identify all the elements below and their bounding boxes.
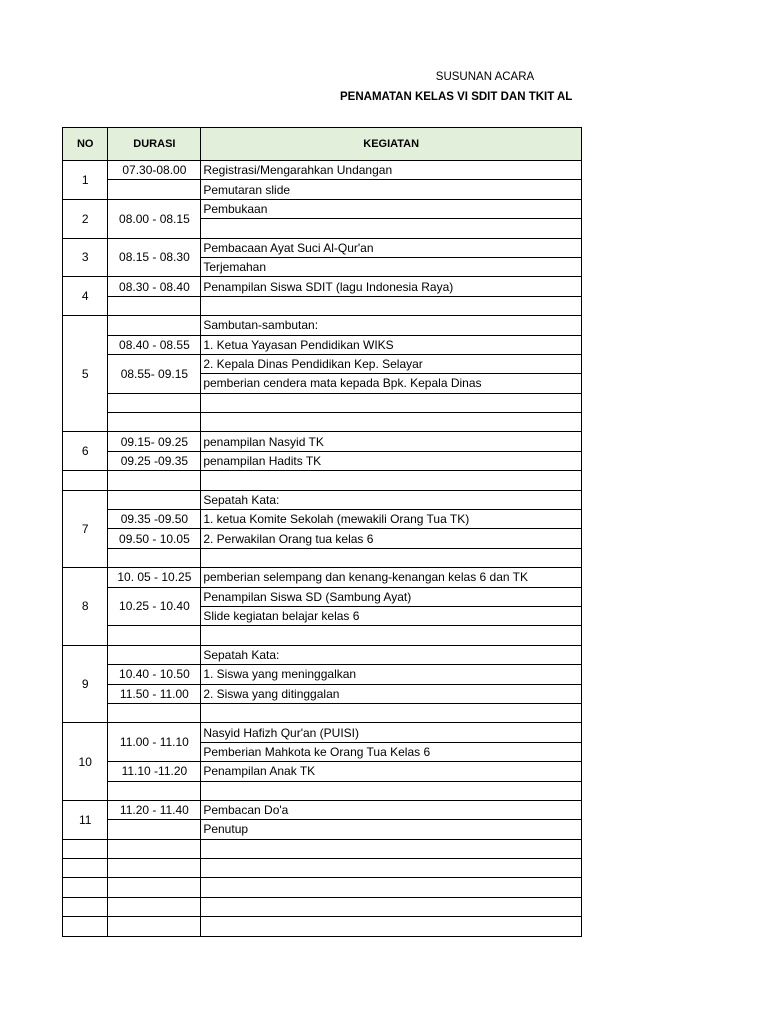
cell-no: 1 bbox=[63, 161, 108, 200]
cell-kegiatan bbox=[201, 548, 582, 567]
cell-durasi bbox=[108, 703, 201, 722]
cell-durasi bbox=[108, 471, 201, 490]
cell-durasi: 11.50 - 11.00 bbox=[108, 684, 201, 703]
table-row bbox=[63, 277, 582, 296]
schedule-table bbox=[62, 127, 582, 937]
table-row bbox=[63, 800, 582, 819]
cell-kegiatan bbox=[201, 393, 582, 412]
cell-no bbox=[63, 917, 108, 936]
cell-durasi bbox=[108, 413, 201, 432]
cell-no: 8 bbox=[63, 568, 108, 646]
cell-no: 11 bbox=[63, 800, 108, 839]
cell-durasi: 10.25 - 10.40 bbox=[108, 587, 201, 626]
cell-durasi bbox=[108, 296, 201, 315]
table-row bbox=[63, 199, 582, 218]
cell-durasi: 08.00 - 08.15 bbox=[108, 199, 201, 238]
table-row bbox=[63, 529, 582, 548]
cell-no: 2 bbox=[63, 199, 108, 238]
cell-durasi bbox=[108, 859, 201, 878]
cell-durasi: 09.25 -09.35 bbox=[108, 451, 201, 470]
table-row bbox=[63, 393, 582, 412]
cell-durasi bbox=[108, 316, 201, 335]
table-row bbox=[63, 451, 582, 470]
cell-no bbox=[63, 839, 108, 858]
cell-durasi: 11.00 - 11.10 bbox=[108, 723, 201, 762]
header-kegiatan: KEGIATAN bbox=[201, 128, 582, 161]
cell-kegiatan bbox=[201, 859, 582, 878]
cell-kegiatan: Sepatah Kata: bbox=[201, 645, 582, 664]
cell-kegiatan: Slide kegiatan belajar kelas 6 bbox=[201, 606, 582, 625]
table-body bbox=[63, 161, 582, 937]
cell-durasi: 08.30 - 08.40 bbox=[108, 277, 201, 296]
cell-kegiatan: 2. Siswa yang ditinggalan bbox=[201, 684, 582, 703]
cell-durasi bbox=[108, 897, 201, 916]
cell-kegiatan: pemberian cendera mata kepada Bpk. Kepala Dinas bbox=[201, 374, 582, 393]
table-row bbox=[63, 548, 582, 567]
cell-durasi: 10. 05 - 10.25 bbox=[108, 568, 201, 587]
table-row bbox=[63, 723, 582, 742]
cell-kegiatan: Registrasi/Mengarahkan Undangan bbox=[201, 161, 582, 180]
cell-kegiatan: Pembukaan bbox=[201, 199, 582, 218]
cell-durasi bbox=[108, 393, 201, 412]
cell-kegiatan bbox=[201, 413, 582, 432]
cell-kegiatan bbox=[201, 296, 582, 315]
cell-durasi bbox=[108, 645, 201, 664]
table-row bbox=[63, 820, 582, 839]
cell-kegiatan bbox=[201, 471, 582, 490]
document-title: SUSUNAN ACARA bbox=[435, 71, 535, 83]
table-row bbox=[63, 568, 582, 587]
table-row bbox=[63, 180, 582, 199]
cell-kegiatan: 1. Siswa yang meninggalkan bbox=[201, 665, 582, 684]
cell-kegiatan bbox=[201, 703, 582, 722]
table-row bbox=[63, 839, 582, 858]
cell-kegiatan bbox=[201, 917, 582, 936]
cell-durasi bbox=[108, 490, 201, 509]
cell-durasi bbox=[108, 839, 201, 858]
cell-durasi bbox=[108, 878, 201, 897]
cell-no bbox=[63, 878, 108, 897]
table-row bbox=[63, 859, 582, 878]
cell-kegiatan: Pembacaan Ayat Suci Al-Qur'an bbox=[201, 238, 582, 257]
table-row bbox=[63, 878, 582, 897]
cell-kegiatan: Terjemahan bbox=[201, 257, 582, 276]
cell-kegiatan: 1. ketua Komite Sekolah (mewakili Orang Tua TK) bbox=[201, 510, 582, 529]
cell-kegiatan: 2. Perwakilan Orang tua kelas 6 bbox=[201, 529, 582, 548]
document-subtitle: PENAMATAN KELAS VI SDIT DAN TKIT AL bbox=[340, 91, 573, 103]
cell-durasi bbox=[108, 820, 201, 839]
cell-kegiatan bbox=[201, 626, 582, 645]
table-row bbox=[63, 316, 582, 335]
cell-no: 9 bbox=[63, 645, 108, 723]
table-row bbox=[63, 335, 582, 354]
cell-kegiatan: Pemutaran slide bbox=[201, 180, 582, 199]
cell-kegiatan bbox=[201, 897, 582, 916]
table-row bbox=[63, 665, 582, 684]
table-row bbox=[63, 703, 582, 722]
cell-no: 4 bbox=[63, 277, 108, 316]
cell-no: 7 bbox=[63, 490, 108, 568]
header-durasi: DURASI bbox=[108, 128, 201, 161]
cell-kegiatan: penampilan Nasyid TK bbox=[201, 432, 582, 451]
cell-kegiatan: Penutup bbox=[201, 820, 582, 839]
cell-durasi: 08.15 - 08.30 bbox=[108, 238, 201, 277]
cell-no: 3 bbox=[63, 238, 108, 277]
table-row bbox=[63, 161, 582, 180]
cell-kegiatan: Sambutan-sambutan: bbox=[201, 316, 582, 335]
cell-kegiatan: penampilan Hadits TK bbox=[201, 451, 582, 470]
table-row bbox=[63, 296, 582, 315]
cell-durasi: 09.50 - 10.05 bbox=[108, 529, 201, 548]
table-row bbox=[63, 587, 582, 606]
cell-no bbox=[63, 897, 108, 916]
cell-durasi: 10.40 - 10.50 bbox=[108, 665, 201, 684]
table-row bbox=[63, 354, 582, 373]
cell-no: 6 bbox=[63, 432, 108, 471]
cell-kegiatan: pemberian selempang dan kenang-kenangan kelas 6 dan TK bbox=[201, 568, 582, 587]
cell-no bbox=[63, 859, 108, 878]
cell-durasi: 09.15- 09.25 bbox=[108, 432, 201, 451]
table-row bbox=[63, 645, 582, 664]
table-row bbox=[63, 684, 582, 703]
cell-durasi bbox=[108, 180, 201, 199]
table-row bbox=[63, 238, 582, 257]
table-row bbox=[63, 917, 582, 936]
cell-kegiatan: Penampilan Anak TK bbox=[201, 762, 582, 781]
cell-durasi: 09.35 -09.50 bbox=[108, 510, 201, 529]
cell-no bbox=[63, 471, 108, 490]
cell-kegiatan bbox=[201, 878, 582, 897]
cell-durasi bbox=[108, 917, 201, 936]
cell-durasi bbox=[108, 626, 201, 645]
table-row bbox=[63, 781, 582, 800]
cell-no: 5 bbox=[63, 316, 108, 432]
cell-kegiatan bbox=[201, 839, 582, 858]
cell-durasi: 08.55- 09.15 bbox=[108, 354, 201, 393]
table-row bbox=[63, 471, 582, 490]
table-row bbox=[63, 762, 582, 781]
table-row bbox=[63, 510, 582, 529]
table-header-row bbox=[63, 128, 582, 161]
cell-durasi bbox=[108, 781, 201, 800]
cell-kegiatan: Penampilan Siswa SDIT (lagu Indonesia Raya) bbox=[201, 277, 582, 296]
cell-kegiatan: 2. Kepala Dinas Pendidikan Kep. Selayar bbox=[201, 354, 582, 373]
cell-durasi: 08.40 - 08.55 bbox=[108, 335, 201, 354]
cell-durasi: 11.10 -11.20 bbox=[108, 762, 201, 781]
cell-kegiatan: Pemberian Mahkota ke Orang Tua Kelas 6 bbox=[201, 742, 582, 761]
cell-kegiatan: Nasyid Hafizh Qur'an (PUISI) bbox=[201, 723, 582, 742]
table-row bbox=[63, 897, 582, 916]
cell-no: 10 bbox=[63, 723, 108, 801]
table-row bbox=[63, 626, 582, 645]
table-row bbox=[63, 432, 582, 451]
cell-durasi bbox=[108, 548, 201, 567]
table-row bbox=[63, 413, 582, 432]
cell-kegiatan: 1. Ketua Yayasan Pendidikan WIKS bbox=[201, 335, 582, 354]
cell-kegiatan bbox=[201, 781, 582, 800]
cell-kegiatan: Pembacan Do'a bbox=[201, 800, 582, 819]
cell-durasi: 07.30-08.00 bbox=[108, 161, 201, 180]
table-row bbox=[63, 490, 582, 509]
header-no: NO bbox=[63, 128, 108, 161]
cell-kegiatan: Sepatah Kata: bbox=[201, 490, 582, 509]
cell-kegiatan bbox=[201, 219, 582, 238]
cell-durasi: 11.20 - 11.40 bbox=[108, 800, 201, 819]
cell-kegiatan: Penampilan Siswa SD (Sambung Ayat) bbox=[201, 587, 582, 606]
